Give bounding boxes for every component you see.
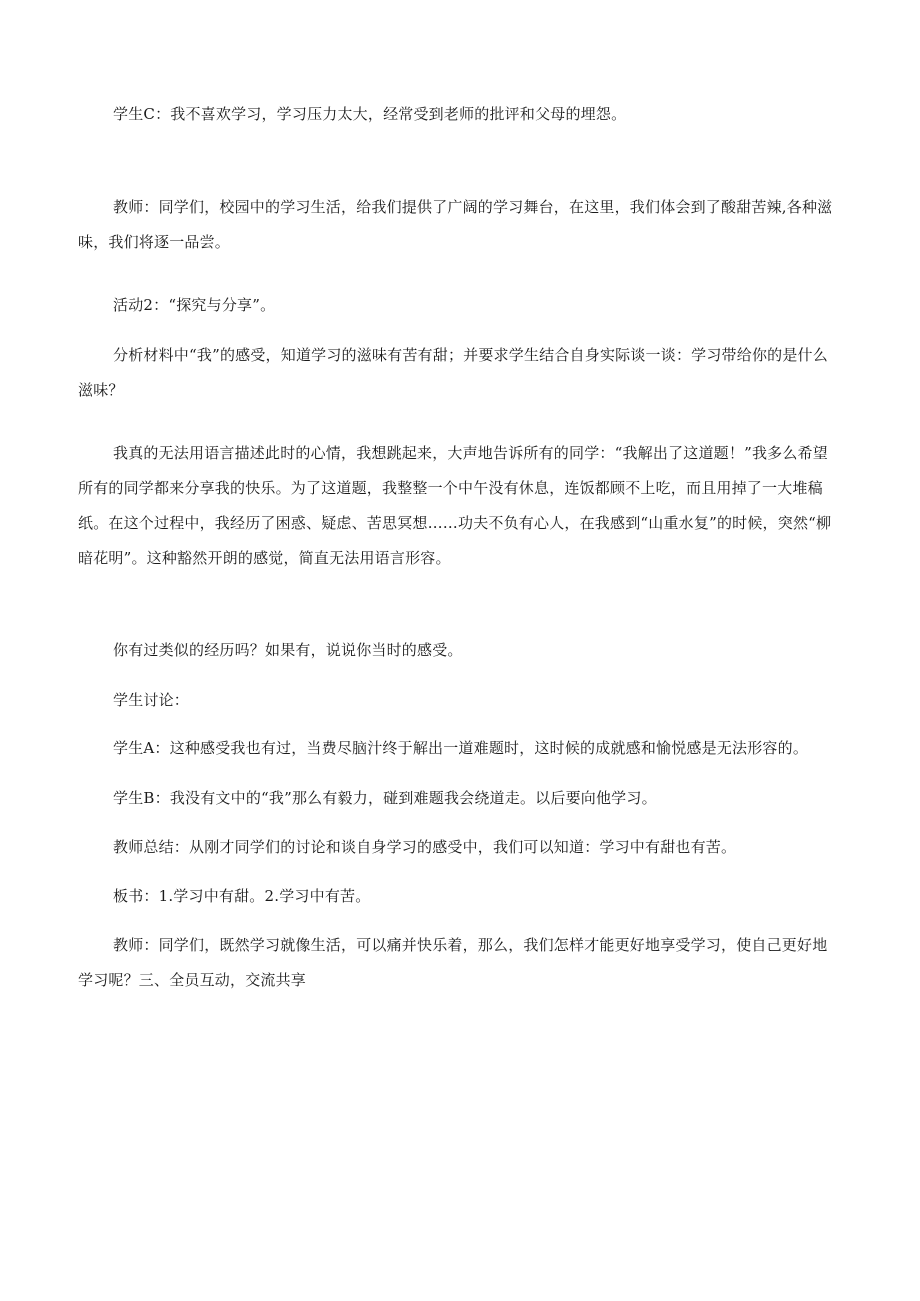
paragraph-activity-2: 活动2：“探究与分享”。	[113, 296, 276, 314]
paragraph-discussion-heading: 学生讨论：	[113, 691, 190, 709]
paragraph-teacher-summary: 教师总结：从刚才同学们的讨论和谈自身学习的感受中，我们可以知道：学习中有甜也有苦。	[113, 838, 737, 856]
paragraph-question: 你有过类似的经历吗？如果有，说说你当时的感受。	[113, 641, 463, 659]
paragraph-teacher-closing: 教师：同学们，既然学习就像生活，可以痛并快乐着，那么，我们怎样才能更好地享受学习，使自己更好地学习呢？三、全员互动，交流共享	[78, 936, 828, 989]
paragraph-student-c: 学生C：我不喜欢学习，学习压力太大，经常受到老师的批评和父母的埋怨。	[113, 105, 627, 123]
paragraph-reading-material: 我真的无法用语言描述此时的心情，我想跳起来，大声地告诉所有的同学：“我解出了这道题！”我多么希望所有的同学都来分享我的快乐。为了这道题，我整整一个中午没有休息，连饭都顾不上吃，而且用掉了一大堆稿纸。在这个过程中，我经历了困惑、疑虑、苦思冥想……功夫不负有心人，在我感到“山重水复”的时候，突然“柳暗花明”。这种豁然开朗的感觉，简直无法用语言形容。	[78, 444, 832, 567]
paragraph-board-notes: 板书：1.学习中有甜。2.学习中有苦。	[113, 887, 371, 905]
paragraph-student-a: 学生A：这种感受我也有过，当费尽脑汁终于解出一道难题时，这时候的成就感和愉悦感是无法形容的。	[113, 739, 809, 757]
paragraph-analysis-task: 分析材料中“我”的感受，知道学习的滋味有苦有甜；并要求学生结合自身实际谈一谈：学习带给你的是什么滋味？	[78, 346, 828, 399]
paragraph-student-b: 学生B：我没有文中的“我”那么有毅力，碰到难题我会绕道走。以后要向他学习。	[113, 789, 657, 807]
paragraph-teacher-intro: 教师：同学们，校园中的学习生活，给我们提供了广阔的学习舞台，在这里，我们体会到了酸甜苦辣,各种滋味，我们将逐一品尝。	[78, 198, 833, 251]
